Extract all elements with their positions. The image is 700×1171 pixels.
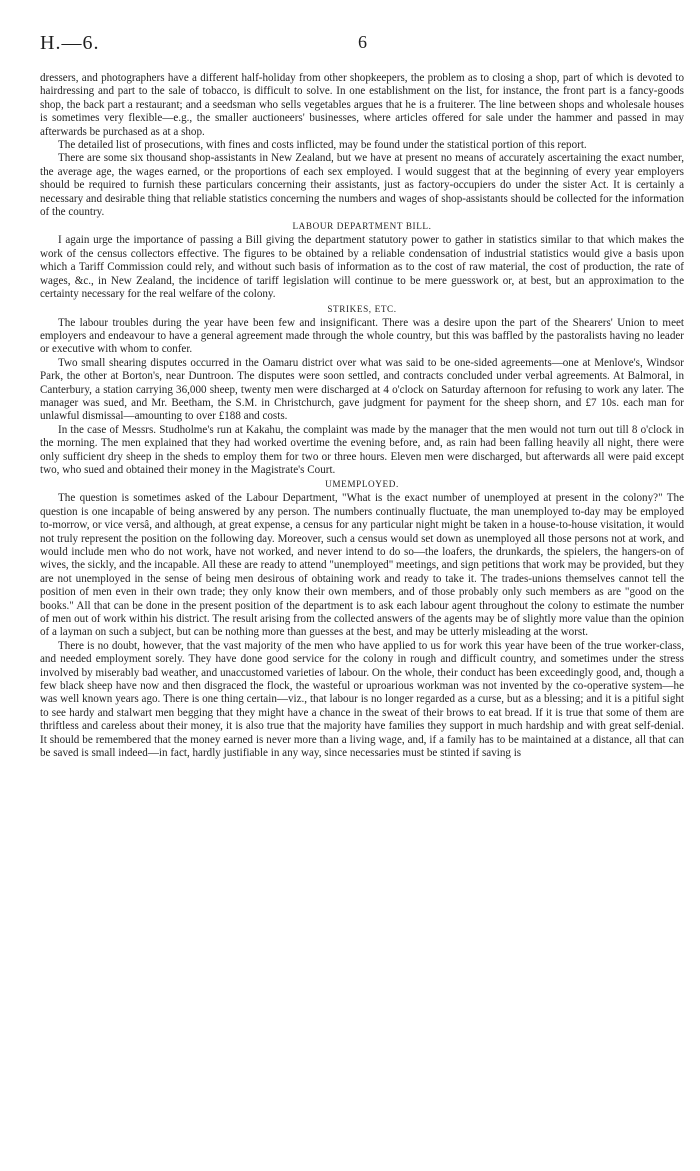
paragraph: Two small shearing disputes occurred in the Oamaru district over what was said to be one-sided agreements—one at Menlove's, Windsor Park, the other at Borton's, near Duntroon. The disputes were soon settled, and contracts concluded under verbal agreements. At Balmoral, in Canterbury, a station carrying 36,000 sheep, twenty men were discharged at 4 o'clock on Saturday afternoon for refusing to work any later. The manager was sued, and Mr. Beetham, the S.M. in Christchurch, gave judgment for payment for the sheep shorn, and £7 10s. each man for unlawful dismissal—amounting to over £188 and costs.: [40, 356, 684, 423]
page-header: [40, 32, 684, 72]
document-body: [40, 72, 684, 761]
document-id: H.—6.: [40, 32, 100, 54]
paragraph: dressers, and photographers have a different half-holiday from other shopkeepers, the problem as to closing a shop, part of which is devoted to hairdressing and part to the sale of tobacco, is difficult to solve. In one establishment on the list, for instance, the front part is a fancy-goods shop, the back part a restaurant; and a seedsman who sells vegetables argues that he is a fruiterer. The line between shops and wholesale houses is sometimes very flexible—e.g., the smaller auctioneers' businesses, where articles offered for sale under the hammer and passed in may afterwards be purchased as at a shop.: [40, 72, 684, 138]
paragraph: The question is sometimes asked of the Labour Department, "What is the exact number of unemployed at present in the colony?" The question is one incapable of being answered by any person. The numbers continually fluctuate, the man unemployed to-day may be employed to-morrow, or vice versâ, and although, at great expense, a census for any particular night might be taken in a house-to-house visitation, it would not truly represent the position on the following day. Moreover, such a census would set down as unemployed all those persons not at work, and would include men who do not work, have not worked, and never intend to do so—the loafers, the drunkards, the spielers, the hangers-on of wives, the sickly, and the incapable. All these are ready to attend "unemployed" meetings, and sign petitions that work may be provided, but they are not unemployed in the sense of being men desirous of obtaining work and ready to take it. The trades-unions themselves cannot tell the position of men even in their own trade; they only know their own members, and of those probably only such members as are "good on the books." All that can be done in the present position of the department is to ask each labour agent throughout the colony to estimate the number of men out of work within his district. The result arising from the collected answers of the agents may be of slightly more value than the opinion of a layman on such a subject, but can be nothing more than guesses at the best, and may be utterly misleading at the worst.: [40, 492, 684, 639]
paragraph: The labour troubles during the year have been few and insignificant. There was a desire upon the part of the Shearers' Union to meet employers and endeavour to have a general agreement made through the whole country, but this was baffled by the pastoralists having no leader or executive with whom to confer.: [40, 316, 684, 356]
paragraph: There is no doubt, however, that the vast majority of the men who have applied to us for work this year have been of the true worker-class, and needed employment sorely. They have done good service for the colony in rough and difficult country, and sometimes under the stress involved by miserably bad weather, and unaccustomed varieties of labour. On the whole, their conduct has been exceedingly good, and, though a few black sheep have now and then disgraced the flock, the wasteful or uproarious workman was not invented by the co-operative system—he was well known years ago. There is one thing certain—viz., that labour is no longer regarded as a curse, but as a blessing; and it is a pitiful sight to see hardy and stalwart men begging that they might have a chance in the sweat of their brows to eat bread. If it is true that some of them are thriftless and careless about their money, it is also true that the majority have families they support in much hardship and with great self-denial. It should be remembered that the money earned is never more than a living wage, and, if a family has to be maintained at a distance, all that can be saved is small indeed—in fact, hardly justifiable in any way, since necessaries must be stinted if saving is: [40, 639, 684, 760]
paragraph: In the case of Messrs. Studholme's run at Kakahu, the complaint was made by the manager that the men would not turn out till 8 o'clock in the morning. The men explained that they had worked overtime the evening before, and, as rain had been falling heavily all night, there were only sufficient dry sheep in the sheds to employ them for two or three hours. Eleven men were discharged, but afterwards all were paid except two, who sued and obtained their money in the Magistrate's Court.: [40, 423, 684, 476]
page-number: 6: [358, 32, 367, 52]
paragraph: There are some six thousand shop-assistants in New Zealand, but we have at present no means of accurately ascertaining the exact number, the average age, the wages earned, or the proportions of each sex employed. I would suggest that at the beginning of every year employers should be required to furnish these particulars concerning their assistants, just as factory-occupiers do under the sister Act. It is certainly a necessary and desirable thing that reliable statistics concerning the numbers and wages of shop-assistants should be collected for the information of the country.: [40, 152, 684, 219]
paragraph: I again urge the importance of passing a Bill giving the department statutory power to gather in statistics similar to that which makes the work of the census collectors effective. The figures to be obtained by a reliable condensation of industrial statistics would give a basis upon which a Tariff Commission could rely, and without such basis of information as to the cost of raw material, the cost of production, the rate of wages, &c., in New Zealand, the incidence of tariff legislation will continue to be mere guesswork or, at best, but an approximation to the certainty necessary for the real welfare of the colony.: [40, 234, 684, 301]
section-heading-strikes: STRIKES, ETC.: [327, 303, 397, 314]
section-heading-labour-bill: LABOUR DEPARTMENT BILL.: [292, 221, 432, 232]
paragraph: The detailed list of prosecutions, with fines and costs inflicted, may be found under the statistical portion of this report.: [58, 139, 587, 152]
section-heading-unemployed: UMEMPLOYED.: [325, 479, 399, 490]
